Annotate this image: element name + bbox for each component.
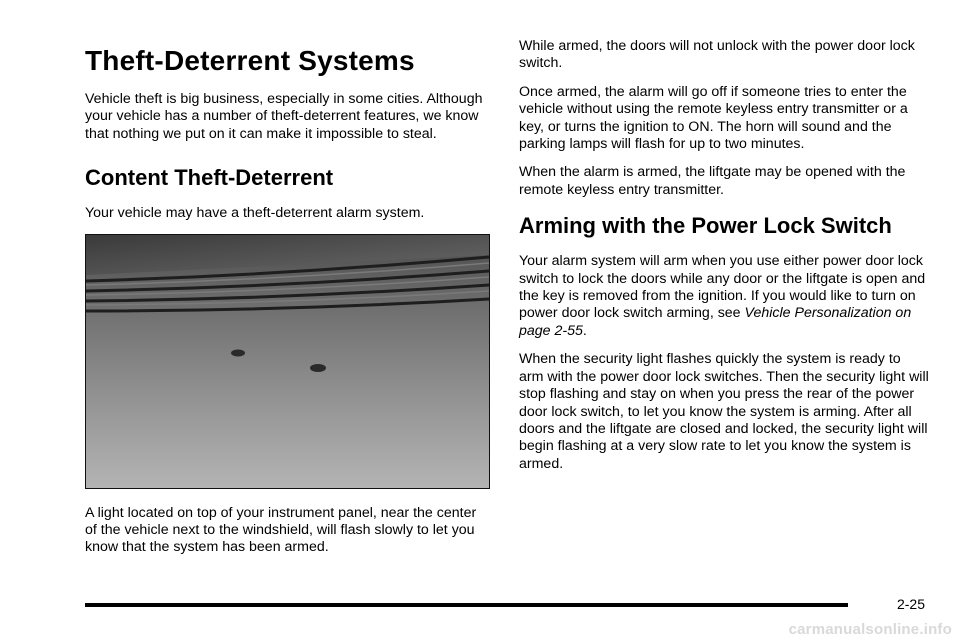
- security-light-paragraph: A light located on top of your instrument panel, near the center of the vehicle next to the windshield, will flash slowly to let you know that the system has been armed.: [85, 504, 477, 556]
- watermark: carmanualsonline.info: [788, 621, 952, 638]
- right-column: [519, 38, 929, 484]
- left-column: [85, 38, 490, 568]
- arming-text: Your alarm system will arm when you use either power door lock switch to lock the doors while any door or the liftgate is open and the key is removed from the ignition. If you would like to turn on power door lock switch arming, see: [519, 253, 926, 322]
- sensor-dot-icon: [231, 349, 245, 356]
- page-title: Theft-Deterrent Systems: [85, 45, 415, 76]
- section-heading-arming: Arming with the Power Lock Switch: [519, 213, 892, 239]
- alarm-system-paragraph: Your vehicle may have a theft-deterrent alarm system.: [85, 205, 425, 222]
- alarm-trigger-paragraph: Once armed, the alarm will go off if someone tries to enter the vehicle without using the remote keyless entry transmitter or a key, or turns the ignition to ON. The horn will sound and the parking lamps will flash for up to two minutes.: [519, 83, 908, 153]
- armed-doors-paragraph: While armed, the doors will not unlock with the power door lock switch.: [519, 38, 915, 72]
- vehicle-personalization-link[interactable]: Vehicle Personalization on page 2-55: [519, 305, 912, 339]
- security-light-icon: [310, 364, 326, 372]
- instrument-panel-photo: [85, 234, 490, 489]
- liftgate-paragraph: When the alarm is armed, the liftgate may be opened with the remote keyless entry transmitter.: [519, 164, 906, 198]
- intro-paragraph: Vehicle theft is big business, especially in some cities. Although your vehicle has a number of theft-deterrent features, we know that nothing we put on it can make it impossible to steal.: [85, 91, 483, 142]
- arming-paragraph: [519, 253, 929, 340]
- section-heading-content-theft: Content Theft-Deterrent: [85, 165, 334, 191]
- footer-rule: [85, 603, 848, 607]
- arming-text-end: .: [582, 322, 587, 339]
- instrument-panel-illustration: [86, 235, 489, 488]
- page-number: 2-25: [896, 596, 925, 612]
- security-light-flash-paragraph: When the security light flashes quickly the system is ready to arm with the power door lock switches. Then the security light will stop flashing and stay on when you press the rear of the power door lock switch, to let you know the system is arming. After all doors and the liftgate are closed and locked, the security light will begin flashing at a very slow rate to let you know the system is armed.: [519, 351, 929, 472]
